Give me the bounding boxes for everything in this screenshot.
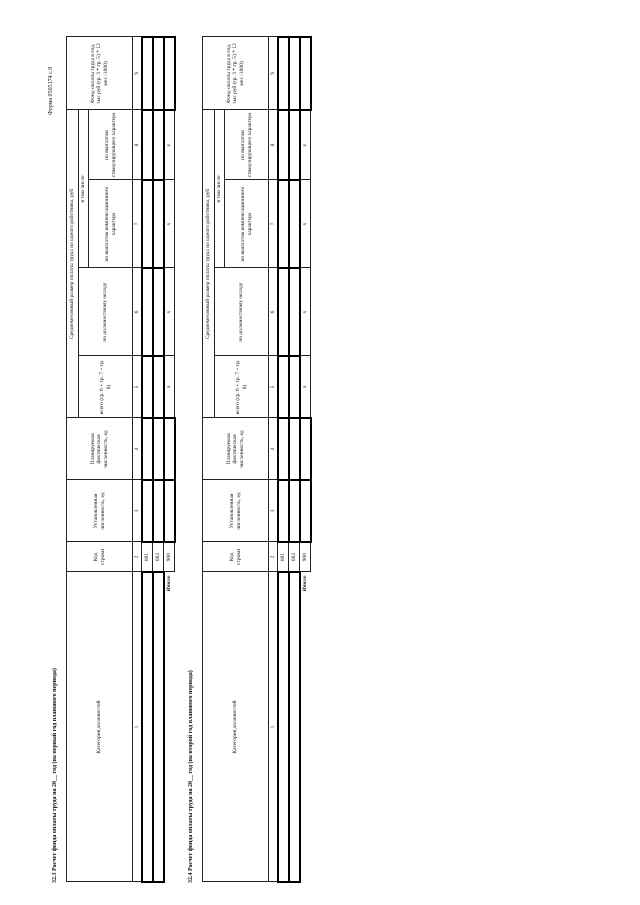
total-input[interactable] [153,356,164,418]
total-planned-input[interactable] [300,418,311,480]
col-num: 1 [269,572,278,882]
planned-input[interactable] [289,418,300,480]
total-label: Итого [300,572,311,882]
col-num: 6 [269,268,278,356]
section-title: 32.3 Расчет фонда оплаты труда на 20__ год (на первый год планового периода) [52,668,58,883]
header-category: Категория должностей [203,572,269,882]
header-stim: по выплатам стимулирующего характера [89,110,133,180]
table-row [278,37,289,882]
stim-input[interactable] [278,110,289,180]
col-num: 2 [133,542,142,572]
row-code: 002 [289,542,300,572]
col-num: 3 [269,480,278,542]
header-total: всего (гр. 6 + гр. 7 + гр. 8) [215,356,269,418]
col-num: 3 [133,480,142,542]
header-stim: по выплатам стимулирующего характера [225,110,269,180]
header-total: всего (гр. 6 + гр. 7 + гр. 8) [79,356,133,418]
fund-input[interactable] [289,37,300,110]
total-fund-input[interactable] [300,37,311,110]
planned-input[interactable] [142,418,153,480]
header-code: Код строки [67,542,133,572]
header-avg-pay: Среднемесячный размер оплаты труда на одного работника, руб [203,110,215,418]
col-num: 2 [269,542,278,572]
category-input[interactable] [142,572,153,882]
total-x-mark: х [300,356,311,418]
total-x-mark: х [164,356,175,418]
total-fund-input[interactable] [164,37,175,110]
total-code: 900 [300,542,311,572]
total-x-mark: х [164,180,175,268]
stim-input[interactable] [153,110,164,180]
section-title: 32.4 Расчет фонда оплаты труда на 20__ год (на второй год планового периода) [188,670,194,883]
established-input[interactable] [142,480,153,542]
comp-input[interactable] [153,180,164,268]
salary-input[interactable] [142,268,153,356]
total-row [300,37,311,882]
established-input[interactable] [278,480,289,542]
header-comp: по выплатам компенсационного характера [225,180,269,268]
col-num: 4 [133,418,142,480]
category-input[interactable] [153,572,164,882]
fund-input[interactable] [278,37,289,110]
header-fund: Фонд оплаты труда в год, тыс руб (гр. 3 * гр. 5) * 12 мес /1000) [67,37,133,110]
salary-input[interactable] [153,268,164,356]
salary-input[interactable] [278,268,289,356]
col-num: 7 [133,180,142,268]
header-category: Категория должностей [67,572,133,882]
total-x-mark: х [300,180,311,268]
total-input[interactable] [278,356,289,418]
total-x-mark: х [300,110,311,180]
total-established-input[interactable] [164,480,175,542]
col-num: 9 [269,37,278,110]
category-input[interactable] [278,572,289,882]
planned-input[interactable] [153,418,164,480]
comp-input[interactable] [278,180,289,268]
row-code: 001 [278,542,289,572]
total-row [164,37,175,882]
header-avg-pay: Среднемесячный размер оплаты труда на одного работника, руб [67,110,79,418]
comp-input[interactable] [289,180,300,268]
header-established: Установленная численность, ед [67,480,133,542]
col-num: 5 [269,356,278,418]
header-salary: по должностному окладу [215,268,269,356]
fund-input[interactable] [142,37,153,110]
established-input[interactable] [289,480,300,542]
total-input[interactable] [289,356,300,418]
total-label: Итого [164,572,175,882]
payroll-table-year1 [66,36,176,883]
col-num: 8 [269,110,278,180]
col-num: 1 [133,572,142,882]
table-row [142,37,153,882]
col-num: 8 [133,110,142,180]
total-established-input[interactable] [300,480,311,542]
header-code: Код строки [203,542,269,572]
header-planned: Планируемая фактическая численность, ед [203,418,269,480]
header-salary: по должностному окладу [79,268,133,356]
row-code: 001 [142,542,153,572]
col-num: 4 [269,418,278,480]
table-row [289,37,300,882]
established-input[interactable] [153,480,164,542]
total-code: 900 [164,542,175,572]
category-input[interactable] [289,572,300,882]
table-row [153,37,164,882]
salary-input[interactable] [289,268,300,356]
total-planned-input[interactable] [164,418,175,480]
form-code: Форма 0505174 с.9 [48,66,54,115]
planned-input[interactable] [278,418,289,480]
col-num: 5 [133,356,142,418]
col-num: 6 [133,268,142,356]
comp-input[interactable] [142,180,153,268]
header-planned: Планируемая фактическая численность, ед [67,418,133,480]
total-x-mark: х [164,268,175,356]
col-num: 9 [133,37,142,110]
total-x-mark: х [300,268,311,356]
stim-input[interactable] [142,110,153,180]
payroll-table-year2 [202,36,312,883]
header-including: в том числе [215,110,225,268]
header-comp: по выплатам компенсационного характера [89,180,133,268]
total-input[interactable] [142,356,153,418]
total-x-mark: х [164,110,175,180]
col-num: 7 [269,180,278,268]
header-including: в том числе [79,110,89,268]
fund-input[interactable] [153,37,164,110]
stim-input[interactable] [289,110,300,180]
header-established: Установленная численность, ед [203,480,269,542]
header-fund: Фонд оплаты труда в год, тыс руб (гр. 3 * гр. 5) * 12 мес /1000) [203,37,269,110]
row-code: 002 [153,542,164,572]
